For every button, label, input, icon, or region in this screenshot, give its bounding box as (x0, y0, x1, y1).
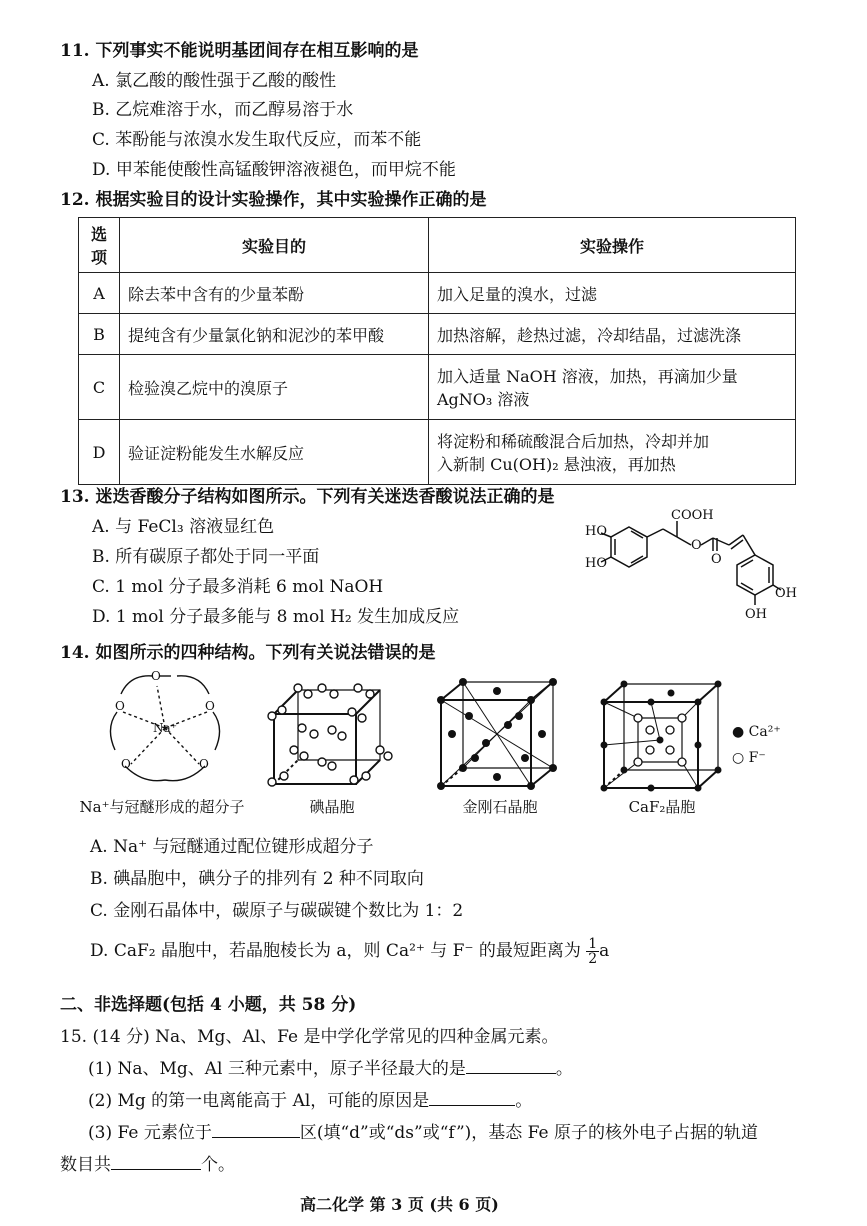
q14-option-d (90, 936, 609, 966)
q12-stem: 12. 根据实验目的设计实验操作，其中实验操作正确的是 (60, 190, 487, 210)
oxygen-label: O (115, 699, 125, 713)
q15-stem: 15. (14 分) Na、Mg、Al、Fe 是中学化学常见的四种金属元素。 (60, 1027, 559, 1047)
q15-part-3-text-2: 区(填“d”或“ds”或“f”)，基态 Fe 原子的核外电子占据的轨道 (299, 1123, 759, 1143)
caption-iodine-cell: 碘晶胞 (309, 798, 355, 816)
operation-line-1: 将淀粉和稀硫酸混合后加热，冷却并加 (437, 432, 710, 451)
q15-part-3-cont (60, 1150, 235, 1175)
q15-part-2 (88, 1086, 532, 1111)
carbonyl-o-label: O (711, 552, 722, 567)
table-header-purpose: 实验目的 (120, 218, 429, 273)
q13-option-a: A. 与 FeCl₃ 溶液显红色 (92, 517, 275, 537)
section-heading: 二、非选择题(包括 4 小题，共 58 分) (60, 995, 357, 1015)
experiment-table (78, 217, 796, 485)
legend-calcium (732, 724, 781, 740)
operation-line-1: 加入适量 NaOH 溶液，加热，再滴加少量 (437, 367, 738, 386)
table-cell-option: A (79, 273, 120, 314)
q13-option-c: C. 1 mol 分子最多消耗 6 mol NaOH (92, 577, 384, 597)
fraction-denominator: 2 (588, 951, 598, 967)
table-cell-option: D (79, 420, 120, 485)
q14-option-a: A. Na⁺ 与冠醚通过配位键形成超分子 (90, 837, 374, 857)
legend-fluoride (732, 750, 766, 766)
table-cell-operation (429, 355, 796, 420)
table-row (79, 355, 796, 420)
fraction-numerator: 1 (588, 936, 598, 952)
ester-o-label: O (691, 538, 702, 553)
fraction (586, 937, 599, 966)
q13-option-b: B. 所有碳原子都处于同一平面 (92, 547, 320, 567)
q15-part-3-text-3: 数目共 (60, 1155, 111, 1175)
iodine-unit-cell (262, 676, 402, 794)
q14-stem: 14. 如图所示的四种结构。下列有关说法错误的是 (60, 643, 436, 663)
fraction-tail: a (599, 941, 610, 961)
q15-part-1-end: 。 (555, 1059, 573, 1079)
fluoride-ion-marker-icon: ○ (732, 750, 745, 766)
table-cell-purpose: 除去苯中含有的少量苯酚 (120, 273, 429, 314)
legend-fluoride-label: F⁻ (748, 750, 766, 766)
q15-part-1-text: (1) Na、Mg、Al 三种元素中，原子半径最大的是 (88, 1059, 466, 1079)
oh-label: OH (775, 586, 797, 601)
q13-option-d: D. 1 mol 分子最多能与 8 mol H₂ 发生加成反应 (92, 607, 460, 627)
legend-calcium-label: Ca²⁺ (748, 724, 781, 740)
caf2-unit-cell (598, 680, 728, 794)
cooh-label: COOH (671, 508, 714, 523)
caption-caf2-cell: CaF₂晶胞 (628, 798, 696, 816)
q14-option-d-text: D. CaF₂ 晶胞中，若晶胞棱长为 a，则 Ca²⁺ 与 F⁻ 的最短距离为 (90, 941, 581, 961)
q15-part-2-end: 。 (515, 1091, 533, 1111)
q13-stem: 13. 迷迭香酸分子结构如图所示。下列有关迷迭香酸说法正确的是 (60, 487, 555, 507)
q15-part-2-text: (2) Mg 的第一电离能高于 Al，可能的原因是 (88, 1091, 430, 1111)
oh-label: OH (745, 607, 767, 622)
q15-part-3-text: (3) Fe 元素位于 (88, 1123, 212, 1143)
rosmarinic-acid-structure (585, 505, 805, 625)
table-cell-option: C (79, 355, 120, 420)
q11-option-c: C. 苯酚能与浓溴水发生取代反应，而苯不能 (92, 130, 422, 150)
table-row (79, 314, 796, 355)
table-row (79, 273, 796, 314)
table-cell-operation (429, 420, 796, 485)
operation-line-2: 入新制 Cu(OH)₂ 悬浊液，再加热 (437, 455, 676, 474)
q15-part-1 (88, 1054, 573, 1079)
table-cell-purpose: 提纯含有少量氯化钠和泥沙的苯甲酸 (120, 314, 429, 355)
q14-option-c: C. 金刚石晶体中，碳原子与碳碳键个数比为 1：2 (90, 901, 464, 921)
oxygen-label: O (205, 699, 215, 713)
table-header-option: 选项 (79, 218, 120, 273)
answer-blank[interactable] (429, 1089, 515, 1106)
q11-stem: 11. 下列事实不能说明基团间存在相互影响的是 (60, 41, 419, 61)
table-cell-option: B (79, 314, 120, 355)
page-footer: 高二化学 第 3 页 (共 6 页) (300, 1195, 499, 1214)
diamond-unit-cell (435, 678, 565, 794)
operation-line-2: AgNO₃ 溶液 (437, 390, 530, 409)
q11-option-d: D. 甲苯能使酸性高锰酸钾溶液褪色，而甲烷不能 (92, 160, 456, 180)
q11-option-b: B. 乙烷难溶于水，而乙醇易溶于水 (92, 100, 354, 120)
q14-option-b: B. 碘晶胞中，碘分子的排列有 2 种不同取向 (90, 869, 424, 889)
sodium-ion-label: Na⁺ (153, 721, 177, 735)
caption-crown-ether: Na⁺与冠醚形成的超分子 (79, 798, 245, 816)
q15-part-3 (88, 1118, 758, 1143)
caption-diamond-cell: 金刚石晶胞 (462, 798, 538, 816)
table-header-operation: 实验操作 (429, 218, 796, 273)
answer-blank[interactable] (466, 1057, 556, 1074)
q15-part-3-end: 个。 (201, 1155, 235, 1175)
table-cell-purpose: 验证淀粉能发生水解反应 (120, 420, 429, 485)
table-cell-operation: 加入足量的溴水，过滤 (429, 273, 796, 314)
oh-label: HO (585, 556, 607, 571)
table-cell-purpose: 检验溴乙烷中的溴原子 (120, 355, 429, 420)
answer-blank[interactable] (212, 1121, 300, 1138)
answer-blank[interactable] (111, 1153, 201, 1170)
crown-ether-diagram (95, 668, 235, 788)
table-row (79, 420, 796, 485)
oxygen-label: O (151, 669, 161, 683)
oxygen-label: O (199, 757, 209, 771)
oxygen-label: O (121, 757, 131, 771)
calcium-ion-marker-icon: ● (732, 724, 745, 740)
table-cell-operation: 加热溶解，趁热过滤，冷却结晶，过滤洗涤 (429, 314, 796, 355)
q11-option-a: A. 氯乙酸的酸性强于乙酸的酸性 (92, 71, 337, 91)
oh-label: HO (585, 524, 607, 539)
